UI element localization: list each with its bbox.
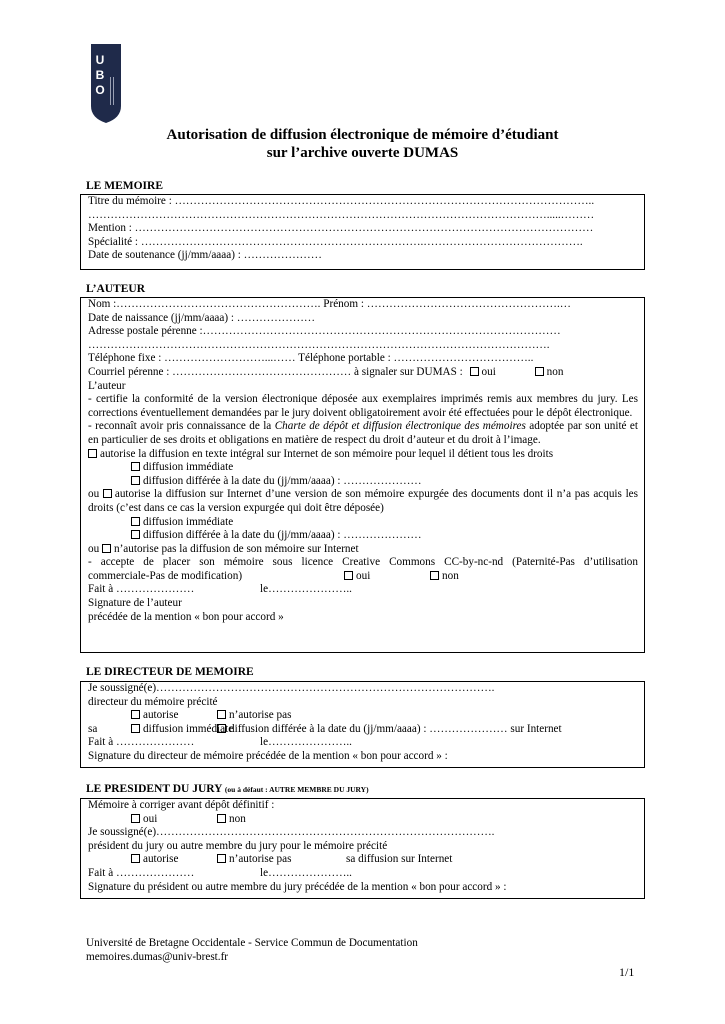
president-soussigne-field[interactable]: Je soussigné(e)………………………………………………………………………………. <box>88 826 495 839</box>
president-signature-label: Signature du président ou autre membre du jury précédée de la mention « bon pour accord » : <box>88 880 507 893</box>
expurgee-differee-label: diffusion différée à la date du (jj/mm/aaaa) : ………………… <box>143 529 422 542</box>
directeur-fait-field[interactable]: Fait à ………………… <box>88 736 195 749</box>
directeur-n-autorise-label: n’autorise pas <box>229 709 292 722</box>
naissance-field[interactable]: Date de naissance (jj/mm/aaaa) : ………………… <box>88 311 316 324</box>
president-heading-main: LE PRESIDENT DU JURY <box>86 783 223 795</box>
president-heading-note: (ou à défaut : AUTRE MEMBRE DU JURY) <box>224 785 369 794</box>
president-n-autorise-checkbox[interactable] <box>217 854 226 863</box>
courriel-non-label: non <box>546 365 564 378</box>
integral-differee-label: diffusion différée à la date du (jj/mm/aaaa) : ………………… <box>143 474 422 487</box>
president-autorise-row <box>88 853 638 867</box>
courriel-oui-checkbox[interactable] <box>470 367 479 376</box>
auteur-heading: L’AUTEUR <box>86 283 146 295</box>
directeur-autorise-label: autorise <box>143 709 179 722</box>
logo-letter-u: U <box>95 53 105 67</box>
president-heading <box>86 783 369 797</box>
reconnait-paragraph <box>88 420 638 447</box>
expurgee-immediate-label: diffusion immédiate <box>143 515 234 528</box>
directeur-immediate-label: diffusion immédiate <box>143 722 234 735</box>
footer-institution: Université de Bretagne Occidentale - Service Commun de Documentation <box>86 937 418 949</box>
president-n-autorise-label: n’autorise pas <box>229 853 292 866</box>
logo-letter-o: O <box>95 83 105 97</box>
cc-non-checkbox[interactable] <box>430 571 439 580</box>
president-corriger-label: Mémoire à corriger avant dépôt définitif : <box>88 799 275 811</box>
n-autorise-row <box>88 543 638 557</box>
n-autorise-label: n’autorise pas la diffusion de son mémoire sur Internet <box>113 542 359 555</box>
footer <box>86 937 418 964</box>
document-title <box>80 126 645 162</box>
integral-immediate-label: diffusion immédiate <box>143 461 234 474</box>
directeur-immediate-checkbox[interactable] <box>131 724 140 733</box>
integral-differee-row <box>88 475 638 489</box>
cc-oui-checkbox[interactable] <box>344 571 353 580</box>
courriel-field[interactable]: Courriel pérenne : ………………………………………… à signaler sur DUMAS : <box>88 365 463 378</box>
autorise-expurgee-label: autorise la diffusion sur Internet d’une version de son mémoire expurgée des documents dont il n’a pas acquis les droits (c’est dans ce cas la version expurgée qui doit être déposée) <box>88 488 639 514</box>
auteur-signature-label: Signature de l’auteur <box>88 597 182 610</box>
cc-line-2: commerciale-Pas de modification) <box>88 569 243 582</box>
integral-immediate-row <box>88 461 638 475</box>
memoire-box <box>80 194 645 270</box>
directeur-differee-label: diffusion différée à la date du (jj/mm/aaaa) : ………………… sur Internet <box>229 722 562 735</box>
auteur-box <box>80 297 645 653</box>
president-sa-diffusion-label: sa diffusion sur Internet <box>346 853 453 866</box>
title-line-2: sur l’archive ouverte DUMAS <box>266 145 459 161</box>
president-autorise-checkbox[interactable] <box>131 854 140 863</box>
l-auteur-label: L’auteur <box>88 379 126 392</box>
auteur-fait-row <box>88 583 638 597</box>
auteur-fait-field[interactable]: Fait à ………………… <box>88 583 195 596</box>
autorise-expurgee-checkbox[interactable] <box>103 489 112 498</box>
memoire-heading: LE MEMOIRE <box>86 180 163 192</box>
telephone-field[interactable]: Téléphone fixe : ………………………...…… Téléphone portable : ……………………………….. <box>88 352 534 365</box>
president-non-label: non <box>229 812 246 825</box>
president-le-field[interactable]: le………………….. <box>260 866 352 879</box>
cc-non-label: non <box>442 569 459 582</box>
autorise-integral-checkbox[interactable] <box>88 449 97 458</box>
adresse-field[interactable]: Adresse postale pérenne :…………………………………………………………………………………… <box>88 325 561 338</box>
directeur-diffusion-row <box>88 723 638 737</box>
expurgee-differee-checkbox[interactable] <box>131 530 140 539</box>
directeur-differee-checkbox[interactable] <box>217 724 226 733</box>
charte-title: Charte de dépôt et diffusion électronique des mémoires <box>274 420 526 433</box>
n-autorise-checkbox[interactable] <box>102 544 111 553</box>
nom-prenom-field[interactable]: Nom :………………………………………………. Prénom : …………………………………………….… <box>88 298 571 310</box>
autorise-integral-label: autorise la diffusion en texte intégral sur Internet de son mémoire pour lequel il détient tous les droits <box>100 447 554 460</box>
cc-row <box>88 570 638 584</box>
cc-line: - accepte de placer son mémoire sous licence Creative Commons CC-by-nc-nd (Paternité-Pas d’utilisation <box>88 556 638 569</box>
expurgee-differee-row <box>88 529 638 543</box>
certifie-paragraph: - certifie la conformité de la version électronique déposée aux exemplaires imprimés remis aux membres du jury. Les corrections éventuellement demandées par le jury doivent obligatoirement avoir été effectuées pour le dépôt électronique. <box>88 393 638 419</box>
president-corriger-row <box>88 813 638 827</box>
directeur-box <box>80 681 645 768</box>
autorise-integral-row <box>88 448 638 462</box>
cc-oui-label: oui <box>356 569 371 582</box>
president-autorise-label: autorise <box>143 853 179 866</box>
logo-letter-b: B <box>95 68 105 82</box>
courriel-oui-label: oui <box>481 365 496 378</box>
auteur-mention-label: précédée de la mention « bon pour accord » <box>88 610 284 623</box>
president-oui-checkbox[interactable] <box>131 814 140 823</box>
ou-label: ou <box>88 488 100 501</box>
adresse-field-cont[interactable]: ……………………………………………………………………………………………………………. <box>88 338 550 351</box>
courriel-row <box>88 366 638 380</box>
president-fait-field[interactable]: Fait à ………………… <box>88 866 195 879</box>
expurgee-immediate-checkbox[interactable] <box>131 517 140 526</box>
president-non-checkbox[interactable] <box>217 814 226 823</box>
autorise-expurgee-row <box>88 488 638 515</box>
memoire-specialite-field[interactable]: Spécialité : ………………………………………………………………….……………………………………. <box>88 235 583 248</box>
directeur-n-autorise-checkbox[interactable] <box>217 710 226 719</box>
directeur-signature-label: Signature du directeur de mémoire précédée de la mention « bon pour accord » : <box>88 749 448 762</box>
reconnait-post: adoptée par son unité et en particulier de ses droits et obligations en matière de respect du droit d’auteur et du droit à l’image. <box>88 420 639 446</box>
ou-label-2: ou <box>88 542 100 555</box>
footer-email: memoires.dumas@univ-brest.fr <box>86 950 229 963</box>
directeur-fait-row <box>88 736 638 750</box>
reconnait-pre: - reconnaît avoir pris connaissance de la <box>88 420 275 433</box>
directeur-autorise-checkbox[interactable] <box>131 710 140 719</box>
title-line-1: Autorisation de diffusion électronique de mémoire d’étudiant <box>166 127 559 143</box>
integral-differee-checkbox[interactable] <box>131 476 140 485</box>
president-fait-row <box>88 867 638 881</box>
memoire-date-field[interactable]: Date de soutenance (jj/mm/aaaa) : ………………… <box>88 249 322 262</box>
ubo-logo <box>90 42 122 124</box>
directeur-sa-label: sa <box>88 722 98 735</box>
memoire-title-field-cont[interactable]: …………………………………………………………………………………………………………….....……… <box>88 208 595 221</box>
memoire-mention-field[interactable]: Mention : …………………………………………………………………………………………………………… <box>88 222 594 235</box>
president-precite-label: président du jury ou autre membre du jury pour le mémoire précité <box>88 839 388 852</box>
president-box <box>80 798 645 899</box>
directeur-heading: LE DIRECTEUR DE MEMOIRE <box>86 666 254 678</box>
integral-immediate-checkbox[interactable] <box>131 462 140 471</box>
directeur-le-field[interactable]: le………………….. <box>260 736 352 749</box>
auteur-le-field[interactable]: le………………….. <box>260 583 352 596</box>
directeur-soussigne-field[interactable]: Je soussigné(e)………………………………………………………………………………. <box>88 682 495 694</box>
courriel-non-checkbox[interactable] <box>535 367 544 376</box>
memoire-title-field[interactable]: Titre du mémoire : ………………………………………………………………………………………………….. <box>88 195 595 207</box>
directeur-autorise-row <box>88 709 638 723</box>
president-oui-label: oui <box>143 812 158 825</box>
expurgee-immediate-row <box>88 516 638 530</box>
page-number: 1/1 <box>619 965 635 979</box>
directeur-precite-label: directeur du mémoire précité <box>88 695 218 708</box>
